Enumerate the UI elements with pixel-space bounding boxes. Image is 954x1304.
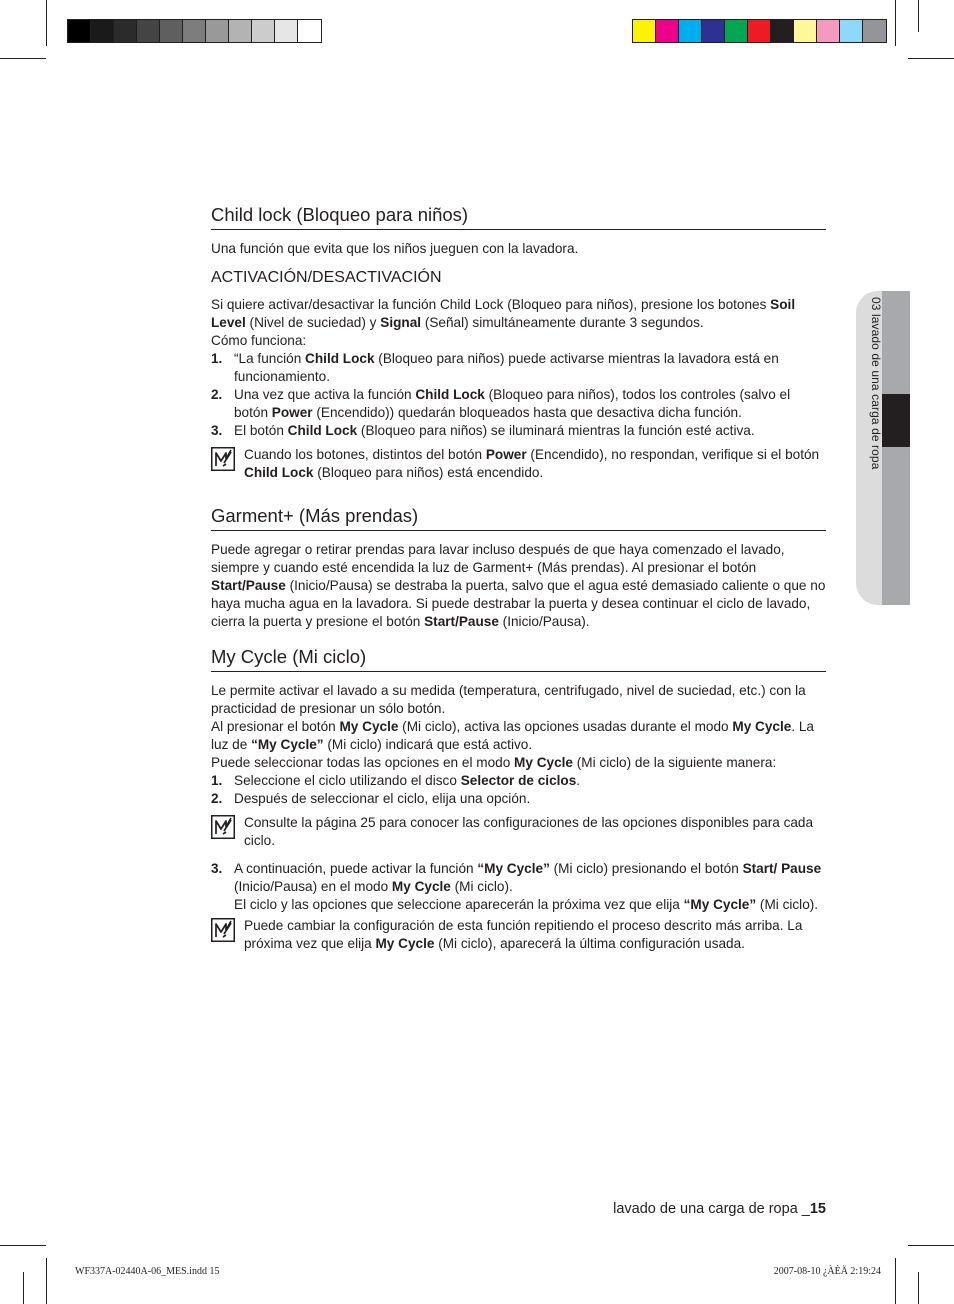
chapter-tab-marker	[882, 394, 910, 447]
list-item-number: 2.	[211, 791, 223, 806]
bold-term: “My Cycle”	[683, 897, 757, 912]
list-item: 3. A continuación, puede activar la función “My Cycle” (Mi ciclo) presionando el botón Start/ Pause (Inicio/Pausa) en el modo My Cycle (Mi ciclo). El ciclo y las opciones que seleccione aparecerán la próxima vez que elija “My Cycle” (Mi ciclo).	[211, 861, 822, 912]
color-swatch	[679, 20, 702, 42]
bold-term: Child Lock	[305, 351, 375, 366]
grayscale-color-bar	[67, 19, 322, 43]
color-swatch	[771, 20, 794, 42]
list-item: 2. Una vez que activa la función Child Lock (Bloqueo para niños), todos los controles (salvo el botón Power (Encendido)) quedarán bloqueados hasta que desactiva dicha función.	[211, 387, 791, 420]
color-swatch	[794, 20, 817, 42]
bold-term: Child Lock	[287, 423, 358, 438]
color-swatch	[68, 20, 91, 42]
bold-term: My Cycle	[514, 755, 573, 770]
crop-mark	[0, 1245, 46, 1246]
bold-term: Start/ Pause	[742, 861, 822, 876]
crop-mark	[895, 1258, 896, 1304]
page-footer	[613, 1201, 826, 1217]
note	[211, 917, 826, 953]
process-color-bar	[632, 19, 887, 43]
numbered-list	[211, 860, 826, 914]
bold-term: My Cycle	[391, 879, 451, 894]
crop-mark	[918, 0, 919, 32]
paragraph: Puede seleccionar todas las opciones en el modo My Cycle (Mi ciclo) de la siguiente manera:	[211, 755, 777, 770]
paragraph: Si quiere activar/desactivar la función Child Lock (Bloqueo para niños), presione los botones Soil Level (Nivel de suciedad) y Signal (Señal) simultáneamente durante 3 segundos.	[211, 297, 796, 330]
bold-term: Power	[485, 447, 527, 462]
bold-term: Child Lock	[415, 387, 485, 402]
paragraph: Al presionar el botón My Cycle (Mi ciclo), activa las opciones usadas durante el modo My Cycle. La luz de “My Cycle” (Mi ciclo) indicará que está activo.	[211, 719, 814, 752]
bold-term: My Cycle	[732, 719, 792, 734]
color-swatch	[656, 20, 679, 42]
color-swatch	[725, 20, 748, 42]
crop-mark	[23, 1272, 24, 1304]
crop-mark	[918, 1272, 919, 1304]
crop-mark	[908, 1245, 954, 1246]
bold-term: Start/Pause	[424, 614, 499, 629]
color-swatch	[114, 20, 137, 42]
list-item: 2. Después de seleccionar el ciclo, elija una opción.	[211, 791, 531, 806]
color-swatch	[840, 20, 863, 42]
page-number: 15	[809, 1201, 826, 1217]
list-item-number: 3.	[211, 861, 223, 876]
color-swatch	[183, 20, 206, 42]
section-child-lock	[211, 203, 826, 482]
section-heading: Child lock (Bloqueo para niños)	[211, 203, 826, 230]
bold-term: My Cycle	[339, 719, 399, 734]
bold-term: Signal	[380, 315, 422, 330]
color-swatch	[863, 20, 886, 42]
paragraph: Cómo funciona:	[211, 333, 307, 348]
list-item: 1. “La función Child Lock (Bloqueo para niños) puede activarse mientras la lavadora está en funcionamiento.	[211, 351, 779, 384]
list-item: 3. El botón Child Lock (Bloqueo para niños) se iluminará mientras la función esté activa.	[211, 423, 755, 438]
print-slug-date: 2007-08-10 ¿ÀÈÄ 2:19:24	[773, 1266, 881, 1277]
note-text: Consulte la página 25 para conocer las configuraciones de las opciones disponibles para cada ciclo.	[244, 815, 814, 848]
list-item-number: 2.	[211, 387, 223, 402]
note	[211, 446, 826, 482]
print-slug-file: WF337A-02440A-06_MES.indd 15	[75, 1266, 220, 1277]
bold-term: Child Lock	[244, 465, 314, 480]
note-pencil-icon	[211, 918, 235, 942]
bold-term: Soil Level	[211, 297, 796, 330]
subheading: ACTIVACIÓN/DESACTIVACIÓN	[211, 269, 442, 286]
bold-term: My Cycle	[375, 936, 435, 951]
bold-term: “My Cycle”	[251, 737, 324, 752]
color-swatch	[298, 20, 321, 42]
color-swatch	[633, 20, 656, 42]
page-content	[211, 203, 826, 967]
bold-term: Start/Pause	[211, 578, 286, 593]
note-text: Cuando los botones, distintos del botón Power (Encendido), no respondan, verifique si el botón Child Lock (Bloqueo para niños) está encendido.	[244, 447, 820, 480]
crop-mark	[46, 0, 47, 46]
crop-mark	[0, 58, 46, 59]
crop-mark	[895, 0, 896, 46]
color-swatch	[275, 20, 298, 42]
bold-term: Selector de ciclos	[460, 773, 577, 788]
list-item-number: 3.	[211, 423, 223, 438]
bold-term: “My Cycle”	[477, 861, 550, 876]
section-intro: Una función que evita que los niños jueguen con la lavadora.	[211, 241, 579, 256]
crop-mark	[908, 58, 954, 59]
list-item-number: 1.	[211, 773, 223, 788]
note-text: Puede cambiar la configuración de esta función repitiendo el proceso descrito más arriba. La próxima vez que elija My Cycle (Mi ciclo), aparecerá la última configuración usada.	[244, 918, 803, 951]
color-swatch	[817, 20, 840, 42]
section-heading: My Cycle (Mi ciclo)	[211, 645, 826, 672]
color-swatch	[748, 20, 771, 42]
color-swatch	[229, 20, 252, 42]
numbered-list	[211, 350, 826, 440]
section-heading: Garment+ (Más prendas)	[211, 504, 826, 531]
list-item-number: 1.	[211, 351, 223, 366]
section-garment-plus	[211, 504, 826, 631]
crop-mark	[46, 1258, 47, 1304]
color-swatch	[91, 20, 114, 42]
note-pencil-icon	[211, 447, 235, 471]
paragraph: Puede agregar o retirar prendas para lavar incluso después de que haya comenzado el lavado, siempre y cuando esté encendida la luz de Garment+ (Más prendas). Al presionar el botón Start/Pause (Inicio/Pausa) se destraba la puerta, salvo que el agua esté demasiado caliente o que no haya mucha agua en la lavadora. Si puede destrabar la puerta y desea continuar el ciclo de lavado, cierra la puerta y presione el botón Start/Pause (Inicio/Pausa).	[211, 542, 826, 629]
color-swatch	[206, 20, 229, 42]
color-swatch	[702, 20, 725, 42]
section-my-cycle	[211, 645, 826, 953]
chapter-tab-rail	[882, 291, 910, 605]
color-swatch	[160, 20, 183, 42]
footer-text: lavado de una carga de ropa _	[613, 1201, 810, 1217]
note	[211, 814, 826, 850]
chapter-tab-label: 03 lavado de una carga de ropa	[869, 297, 883, 470]
color-swatch	[137, 20, 160, 42]
note-pencil-icon	[211, 815, 235, 839]
list-item: 1. Seleccione el ciclo utilizando el disco Selector de ciclos.	[211, 773, 581, 788]
bold-term: Power	[271, 405, 313, 420]
paragraph: Le permite activar el lavado a su medida (temperatura, centrifugado, nivel de suciedad, etc.) con la practicidad de presionar un sólo botón.	[211, 683, 806, 716]
numbered-list	[211, 772, 826, 808]
color-swatch	[252, 20, 275, 42]
